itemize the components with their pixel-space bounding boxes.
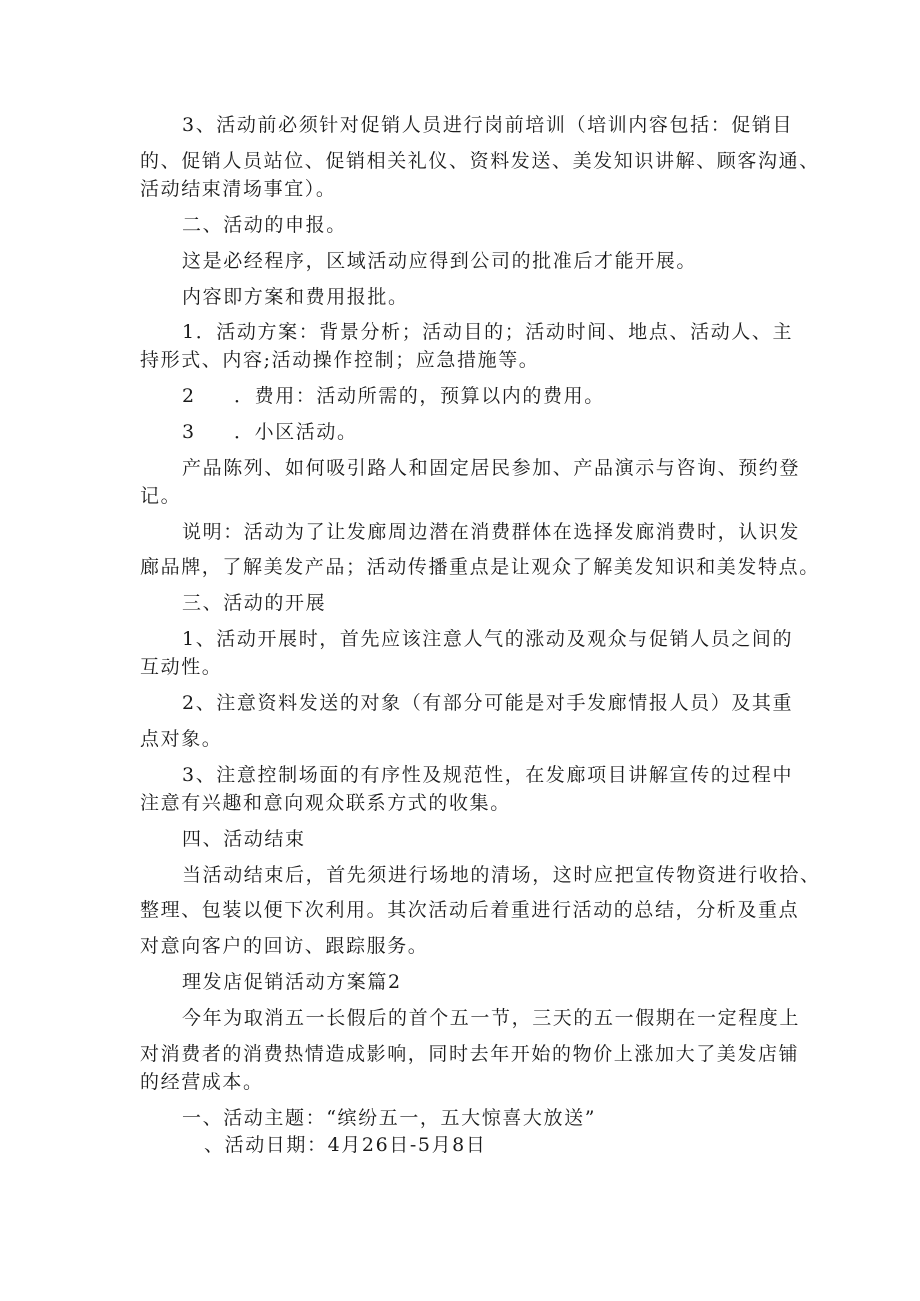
paragraph-line: 活动结束清场事宜）。 (140, 178, 337, 200)
paragraph-line: 、活动日期：4月26日-5月8日 (204, 1134, 487, 1156)
paragraph-line: 廊品牌，了解美发产品；活动传播重点是让观众了解美发知识和美发特点。 (140, 556, 820, 578)
paragraph-line: 点对象。 (140, 728, 223, 750)
paragraph-line: 2、注意资料发送的对象（有部分可能是对手发廊情报人员）及其重 (182, 692, 794, 714)
list-item (182, 419, 358, 445)
list-number: 3 (182, 421, 196, 443)
paragraph-line: 对消费者的消费热情造成影响，同时去年开始的物价上涨加大了美发店铺 (140, 1043, 800, 1065)
article-title: 理发店促销活动方案篇2 (182, 971, 402, 993)
paragraph-line: 对意向客户的回访、跟踪服务。 (140, 935, 429, 957)
section-heading: 一、活动主题：“缤纷五一，五大惊喜大放送” (182, 1107, 597, 1129)
paragraph-line: 内容即方案和费用报批。 (182, 286, 409, 308)
paragraph-line: 注意有兴趣和意向观众联系方式的收集。 (140, 792, 511, 814)
paragraph-line: 互动性。 (140, 656, 223, 678)
list-number: 2 (182, 385, 196, 407)
paragraph-line: 的经营成本。 (140, 1071, 264, 1093)
paragraph-line: 产品陈列、如何吸引路人和固定居民参加、产品演示与咨询、预约登 (182, 457, 801, 479)
paragraph-line: 当活动结束后，首先须进行场地的清场，这时应把宣传物资进行收拾、 (182, 864, 821, 886)
paragraph-line: 持形式、内容;活动操作控制；应急措施等。 (140, 349, 540, 371)
section-heading: 四、活动结束 (182, 828, 306, 850)
paragraph-line: 记。 (140, 485, 182, 507)
list-item-text: ．小区活动。 (234, 421, 358, 443)
paragraph-line: 整理、包装以便下次利用。其次活动后着重进行活动的总结，分析及重点 (140, 899, 800, 921)
list-item-text: ．费用：活动所需的，预算以内的费用。 (234, 385, 605, 407)
paragraph-line: 今年为取消五一长假后的首个五一节，三天的五一假期在一定程度上 (182, 1007, 801, 1029)
list-item (182, 383, 605, 409)
section-heading: 二、活动的申报。 (182, 214, 347, 236)
paragraph-line: 3、注意控制场面的有序性及规范性，在发廊项目讲解宣传的过程中 (182, 764, 794, 786)
paragraph-line: 的、促销人员站位、促销相关礼仪、资料发送、美发知识讲解、顾客沟通、 (140, 150, 820, 172)
paragraph-line: 说明：活动为了让发廊周边潜在消费群体在选择发廊消费时，认识发 (182, 521, 801, 543)
paragraph-line: 1．活动方案：背景分析；活动目的；活动时间、地点、活动人、主 (182, 321, 794, 343)
section-heading: 三、活动的开展 (182, 592, 327, 614)
paragraph-line: 3、活动前必须针对促销人员进行岗前培训（培训内容包括：促销目 (182, 114, 794, 136)
paragraph-line: 1、活动开展时，首先应该注意人气的涨动及观众与促销人员之间的 (182, 628, 794, 650)
paragraph-line: 这是必经程序，区域活动应得到公司的批准后才能开展。 (182, 250, 698, 272)
